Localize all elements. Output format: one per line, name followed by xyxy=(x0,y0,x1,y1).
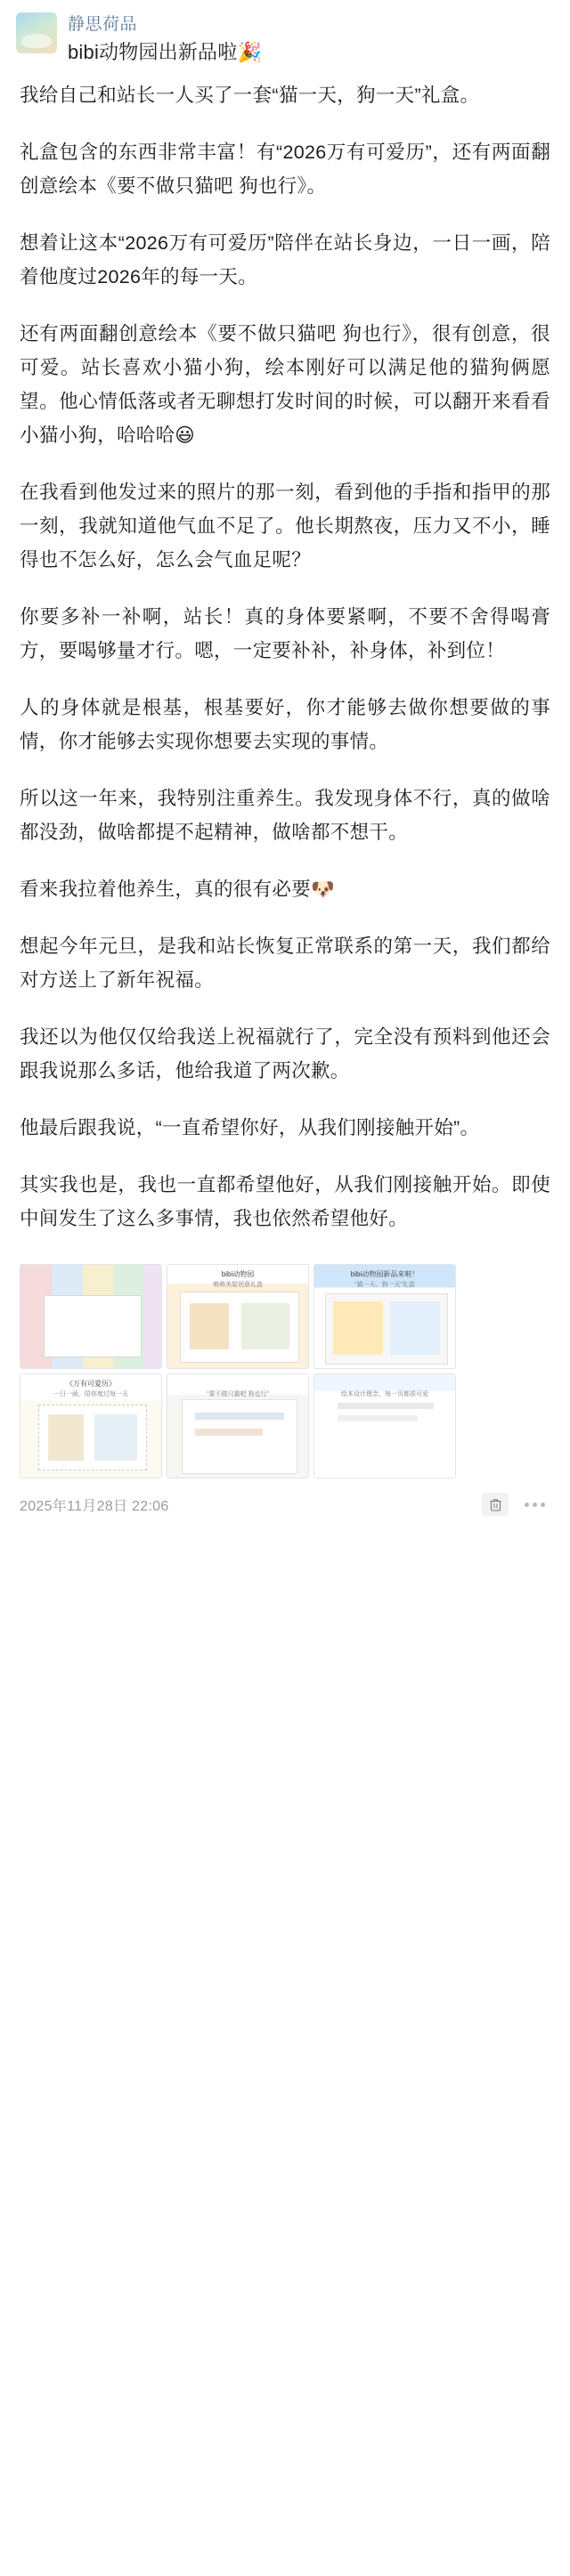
author-name[interactable]: 静思荷品 xyxy=(68,15,138,34)
post-paragraph: 我给自己和站长一人买了一套“猫一天，狗一天”礼盒。 xyxy=(20,85,480,106)
post-paragraph: 想着让这本“2026万有可爱历”陪伴在站长身边，一日一画，陪着他度过2026年的每一天。 xyxy=(20,232,550,288)
thumbnail-label: 《万有可爱历》 xyxy=(66,1380,116,1388)
post-paragraph: 在我看到他发过来的照片的那一刻，看到他的手指和指甲的那一刻，我就知道他气血不足了。他长期熬夜，压力又不小，睡得也不怎么好，怎么会气血足呢？ xyxy=(20,482,550,571)
thumbnail-card xyxy=(180,1292,299,1363)
thumbnail-card xyxy=(182,1399,297,1474)
header-text-block xyxy=(68,12,262,66)
thumbnail-card xyxy=(38,1405,147,1470)
post-paragraph: 你要多补一补啊，站长！真的身体要紧啊，不要不舍得喝膏方，要喝够量才行。嗯，一定要补补，补身体，补到位！ xyxy=(20,606,550,661)
post-image-thumbnail[interactable] xyxy=(167,1264,309,1369)
thumbnail-card xyxy=(44,1295,142,1357)
thumbnail-sublabel: “猫一天、狗一天”礼盒 xyxy=(354,1282,415,1288)
thumbnail-sublabel: “要不做只猫吧 狗也行” xyxy=(207,1391,269,1397)
post-paragraph: 还有两面翻创意绘本《要不做只猫吧 狗也行》，很有创意，很可爱。站长喜欢小猫小狗，绘本刚好可以满足他的猫狗俩愿望。他心情低落或者无聊想打发时间的时候，可以翻开来看看小猫小狗，哈哈哈😃 xyxy=(20,323,550,446)
thumbnail-label: bibi动物园 xyxy=(221,1270,255,1278)
post-paragraph: 礼盒包含的东西非常丰富！有“2026万有可爱历”，还有两面翻创意绘本《要不做只猫吧 狗也行》。 xyxy=(20,142,550,197)
post-image-thumbnail[interactable] xyxy=(167,1373,309,1478)
dot xyxy=(525,1503,529,1507)
post-timestamp: 2025年11月28日 22:06 xyxy=(20,1498,169,1514)
thumbnail-card xyxy=(327,1397,444,1472)
post-image-thumbnail[interactable] xyxy=(20,1373,162,1478)
trash-icon[interactable] xyxy=(482,1493,509,1516)
post-footer xyxy=(0,1478,570,1532)
image-grid xyxy=(0,1259,570,1478)
post-paragraph: 他最后跟我说，“一直希望你好，从我们刚接触开始”。 xyxy=(20,1117,480,1138)
dot xyxy=(533,1503,537,1507)
post-image-thumbnail[interactable] xyxy=(314,1264,456,1369)
post-paragraph: 其实我也是，我也一直都希望他好，从我们刚接触开始。即使中间发生了这么多事情，我也依然希望他好。 xyxy=(20,1174,550,1229)
post-header xyxy=(0,0,570,69)
post-image-thumbnail[interactable] xyxy=(314,1373,456,1478)
post-paragraph: 想起今年元旦，是我和站长恢复正常联系的第一天，我们都给对方送上了新年祝福。 xyxy=(20,936,550,991)
post-body xyxy=(0,69,570,1235)
post-paragraph: 看来我拉着他养生，真的很有必要🐶 xyxy=(20,879,336,900)
post-paragraph: 人的身体就是根基，根基要好，你才能够去做你想要做的事情，你才能够去实现你想要去实现的事情。 xyxy=(20,697,550,752)
dot xyxy=(541,1503,545,1507)
thumbnail-sublabel: 绘本设计理念，每一页都很可爱 xyxy=(341,1391,428,1397)
thumbnail-label: bibi动物园新品来啦！ xyxy=(350,1270,419,1278)
thumbnail-sublabel: 一日一画，陪你度过每一天 xyxy=(53,1391,128,1397)
post-title: bibi动物园出新品啦🎉 xyxy=(68,41,263,63)
footer-actions xyxy=(482,1493,549,1516)
more-options-icon[interactable] xyxy=(521,1503,549,1507)
thumbnail-sublabel: 萌萌美屋创意礼盒 xyxy=(213,1282,263,1288)
post-paragraph: 所以这一年来，我特别注重养生。我发现身体不行，真的做啥都没劲，做啥都提不起精神，做啥都不想干。 xyxy=(20,788,550,843)
post-image-thumbnail[interactable] xyxy=(20,1264,162,1369)
post-paragraph: 我还以为他仅仅给我送上祝福就行了，完全没有预料到他还会跟我说那么多话，他给我道了两次歉。 xyxy=(20,1026,550,1081)
thumbnail-card xyxy=(325,1293,448,1365)
avatar[interactable] xyxy=(16,12,57,53)
